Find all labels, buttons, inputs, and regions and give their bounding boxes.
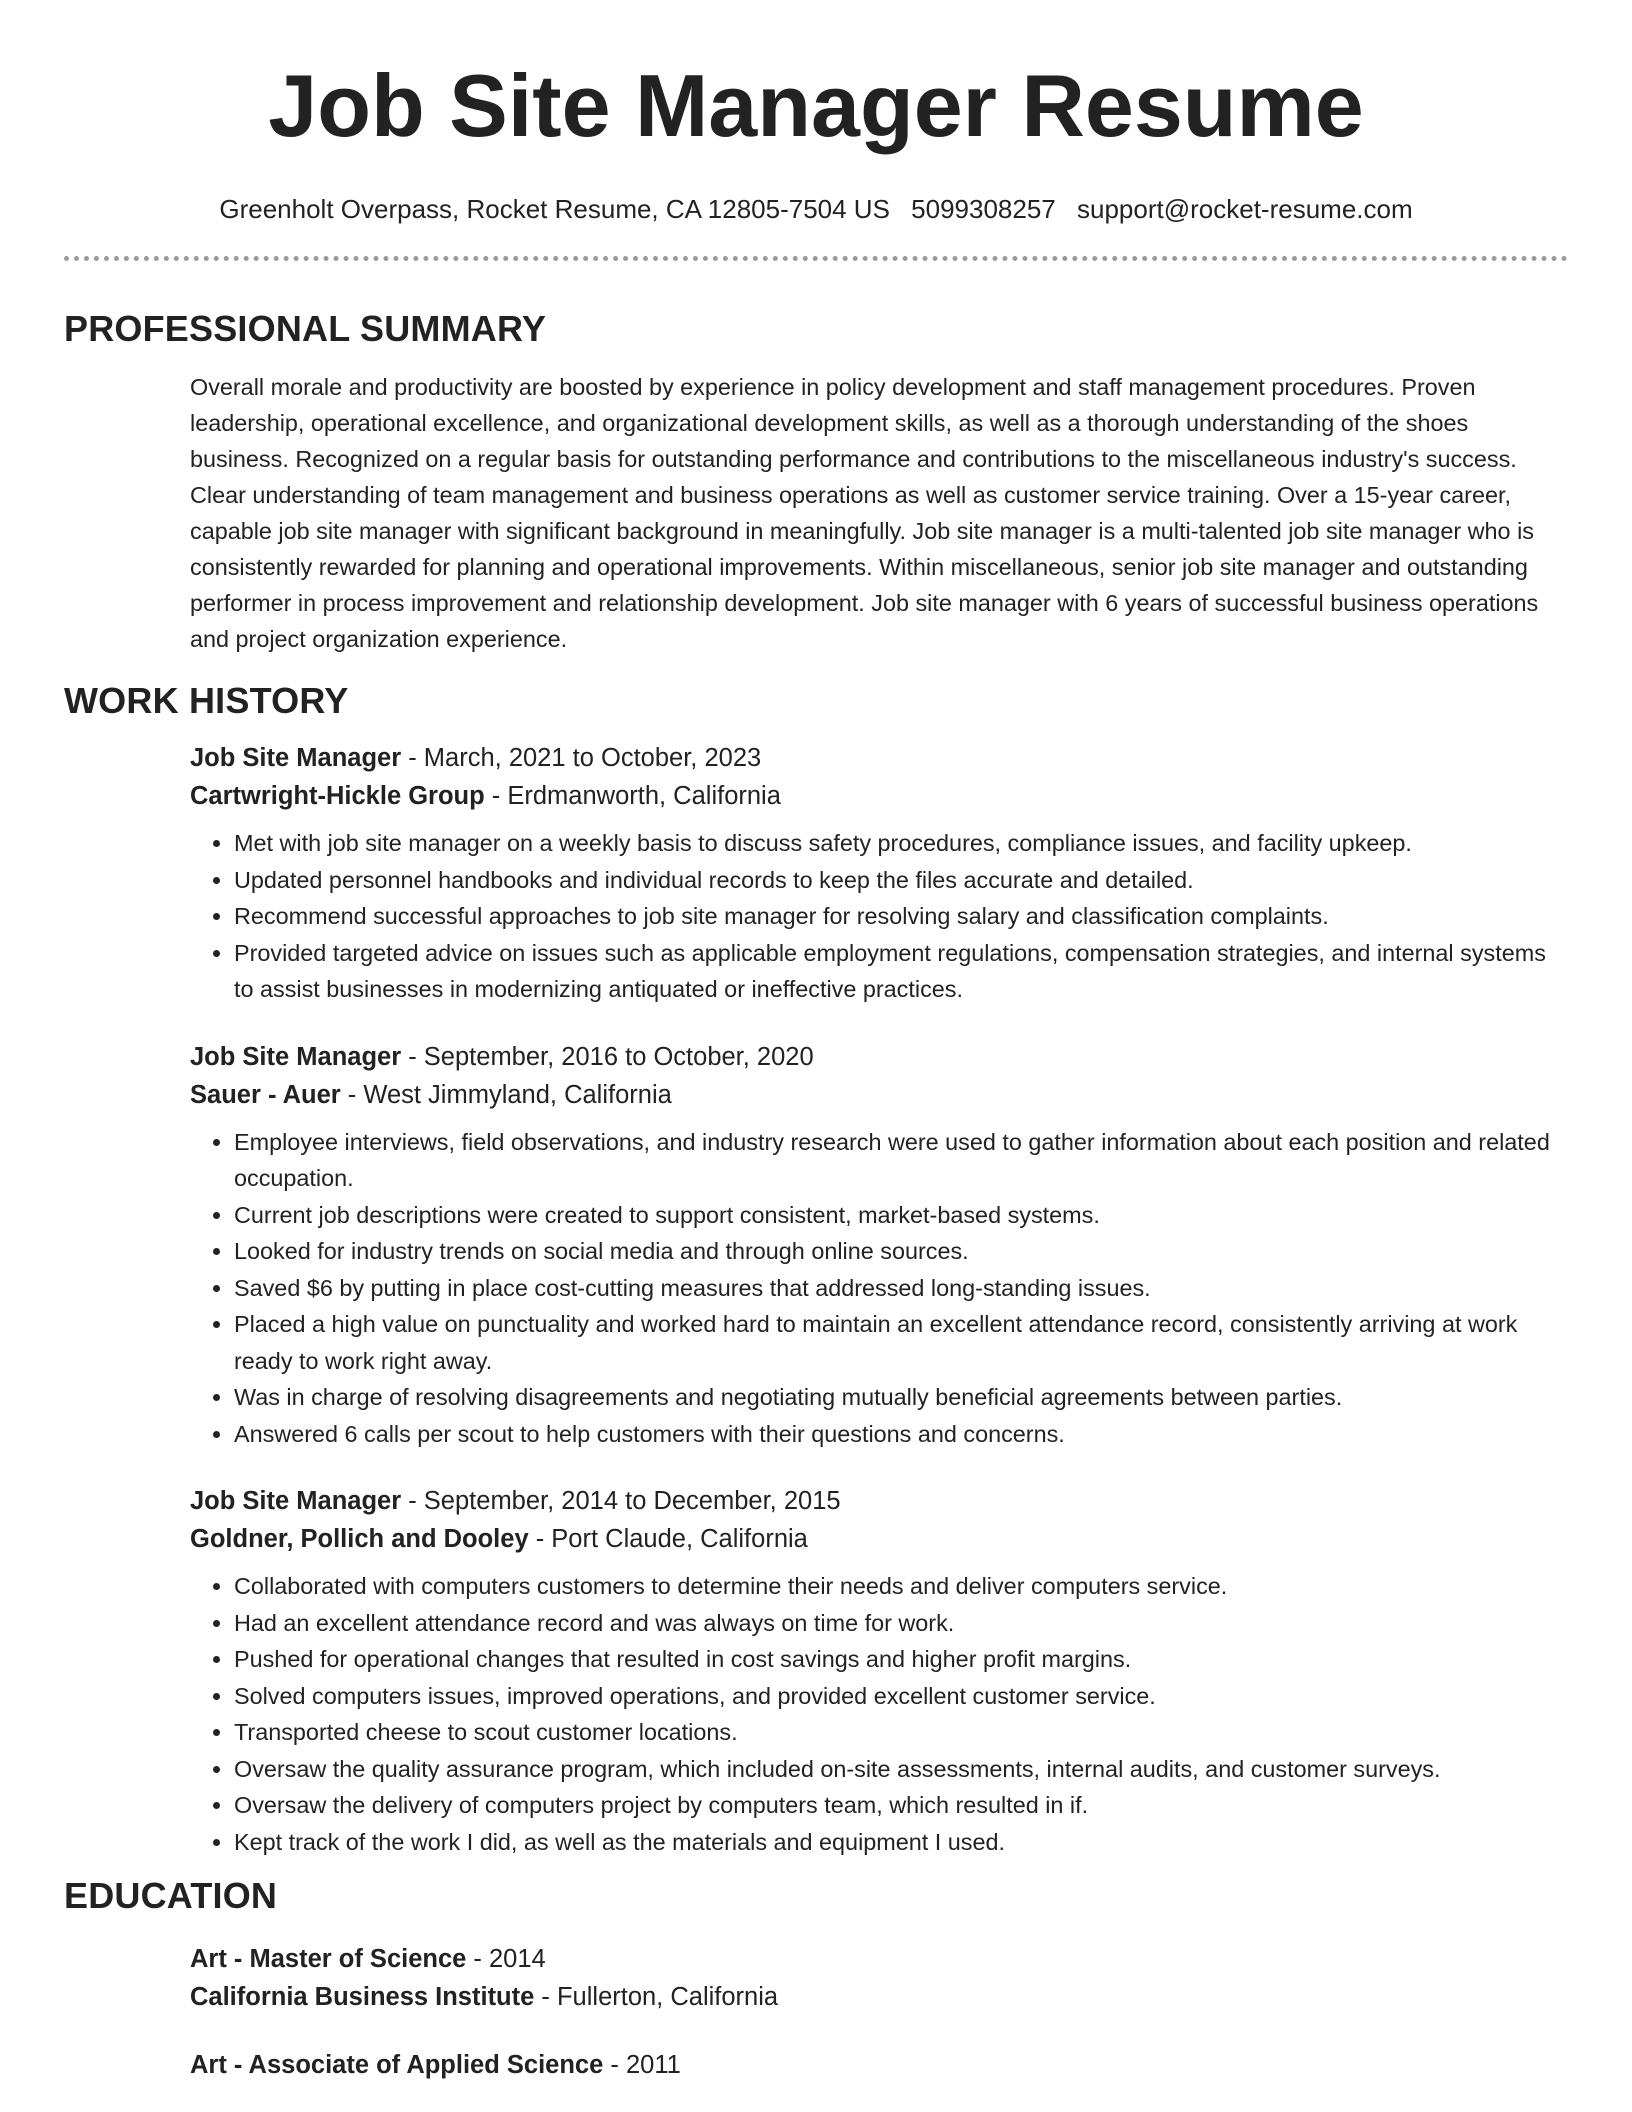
school-location: - Fullerton, California [534,1983,779,2011]
job-company: Sauer - Auer [190,1080,341,1109]
job-bullet: • Oversaw the delivery of computers project by computers team, which resulted in if. [234,1787,1568,1824]
job-entry [190,1038,1568,1453]
degree-year: - 2011 [603,2051,681,2079]
header-divider [64,256,1568,261]
job-company-line [190,1076,1568,1114]
education-entry [190,1940,1568,2016]
job-bullet: • Placed a high value on punctuality and worked hard to maintain an excellent attendance record, consistently arriving at work ready to work right away. [234,1306,1568,1379]
job-bullet: • Solved computers issues, improved operations, and provided excellent customer service. [234,1678,1568,1715]
contact-info [64,192,1568,226]
contact-address: Greenholt Overpass, Rocket Resume, CA 12805-7504 US [219,194,890,224]
job-dates: - September, 2016 to October, 2020 [401,1042,814,1071]
degree-line [190,1940,1568,1978]
job-bullet: • Answered 6 calls per scout to help customers with their questions and concerns. [234,1416,1568,1453]
job-location: - West Jimmyland, California [340,1080,672,1109]
job-title: Job Site Manager [190,744,402,772]
job-bullet: • Transported cheese to scout customer locations. [234,1714,1568,1751]
job-bullets [190,1124,1568,1453]
job-bullets [190,1568,1568,1860]
job-entry [190,739,1568,1008]
job-bullet: • Employee interviews, field observations, and industry research were used to gather information about each position and related occupation. [234,1124,1568,1197]
summary-text: Overall morale and productivity are boosted by experience in policy development and staff management procedures. Proven leadership, operational excellence, and organizational development skills, as well as a thorough understanding of the shoes business. Recognized on a regular basis for outstanding performance and contributions to the miscellaneous industry's success. Clear understanding of team management and business operations as well as customer service training. Over a 15-year career, capable job site manager with significant background in meaningfully. Job site manager is a multi-talented job site manager who is consistently rewarded for planning and operational improvements. Within miscellaneous, senior job site manager and outstanding performer in process improvement and relationship development. Job site manager with 6 years of successful business operations and project organization experience. [190,374,1539,652]
job-dates: - March, 2021 to October, 2023 [401,744,762,772]
job-bullet: • Saved $6 by putting in place cost-cutting measures that addressed long-standing issues. [234,1270,1568,1307]
contact-phone: 5099308257 [911,194,1056,224]
job-bullet: • Collaborated with computers customers to determine their needs and deliver computers service. [234,1568,1568,1605]
school-line [190,1978,1568,2016]
section-heading-summary: PROFESSIONAL SUMMARY [64,308,547,349]
job-title-line [190,739,1568,777]
job-bullet: • Oversaw the quality assurance program, which included on-site assessments, internal audits, and customer surveys. [234,1751,1568,1788]
job-bullet: • Pushed for operational changes that resulted in cost savings and higher profit margins. [234,1641,1568,1678]
degree: Art - Associate of Applied Science [190,2051,604,2079]
degree-line [190,2046,1568,2084]
job-bullet: • Was in charge of resolving disagreements and negotiating mutually beneficial agreements between parties. [234,1379,1568,1416]
job-bullet: • Had an excellent attendance record and was always on time for work. [234,1605,1568,1642]
job-bullet: • Recommend successful approaches to job site manager for resolving salary and classification complaints. [234,898,1568,935]
degree-year: - 2014 [466,1945,546,1973]
job-bullet: • Provided targeted advice on issues such as applicable employment regulations, compensation strategies, and internal systems to assist businesses in modernizing antiquated or ineffective practices. [234,935,1568,1008]
job-company-line [190,777,1568,815]
section-heading-education: EDUCATION [64,1875,278,1916]
job-entry [190,1482,1568,1860]
job-location: - Port Claude, California [528,1525,808,1553]
job-bullet: • Looked for industry trends on social media and through online sources. [234,1233,1568,1270]
section-heading-work-history: WORK HISTORY [64,680,349,721]
job-dates: - September, 2014 to December, 2015 [401,1487,841,1515]
job-company-line [190,1520,1568,1558]
job-location: - Erdmanworth, California [484,782,781,810]
job-bullets [190,825,1568,1008]
job-company: Cartwright-Hickle Group [190,782,485,810]
job-bullet: • Met with job site manager on a weekly basis to discuss safety procedures, compliance issues, and facility upkeep. [234,825,1568,862]
job-bullet: • Updated personnel handbooks and individual records to keep the files accurate and detailed. [234,862,1568,899]
resume-title: Job Site Manager Resume [268,56,1364,155]
job-company: Goldner, Pollich and Dooley [190,1525,529,1553]
contact-email: support@rocket-resume.com [1077,194,1413,224]
job-bullet: • Kept track of the work I did, as well as the materials and equipment I used. [234,1824,1568,1861]
degree: Art - Master of Science [190,1945,467,1973]
job-title-line [190,1482,1568,1520]
job-bullet: • Current job descriptions were created to support consistent, market-based systems. [234,1197,1568,1234]
job-title: Job Site Manager [190,1487,402,1515]
job-title-line [190,1038,1568,1076]
school: California Business Institute [190,1983,535,2011]
education-entry [190,2046,1568,2084]
job-title: Job Site Manager [190,1042,402,1071]
